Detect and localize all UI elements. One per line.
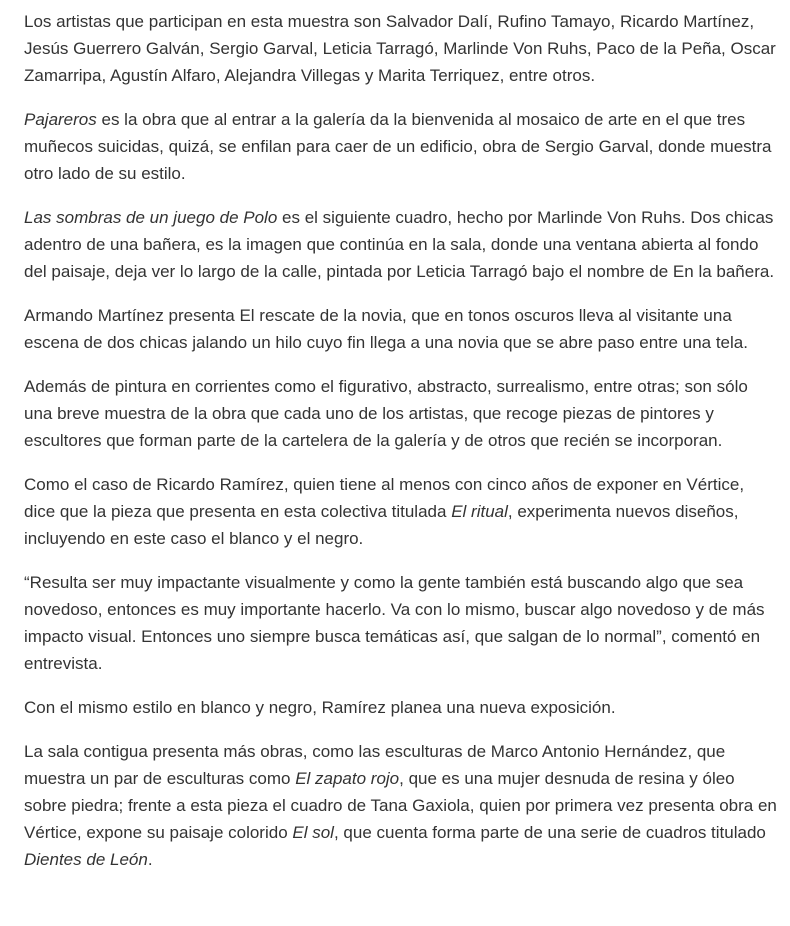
paragraph-text: Con el mismo estilo en blanco y negro, Ramírez planea una nueva exposición.: [24, 698, 616, 717]
paragraph-text: , experimenta nuevos diseños, incluyendo en este caso el blanco y el negro.: [24, 502, 739, 548]
paragraph-text: Los artistas que participan en esta muestra son Salvador Dalí, Rufino Tamayo, Ricardo Martínez, Jesús Guerrero Galván, Sergio Garval, Leticia Tarragó, Marlinde Von Ruhs, Paco de la Peña, Oscar Zamarripa, Agustín Alfaro, Alejandra Villegas y Marita Terriquez, entre otros.: [24, 12, 776, 85]
paragraph-sala-contigua: [24, 738, 778, 873]
artwork-title: El ritual: [451, 502, 508, 521]
paragraph-rescate: [24, 302, 778, 356]
artwork-title: Pajareros: [24, 110, 97, 129]
paragraph-text: Como el caso de Ricardo Ramírez, quien tiene al menos con cinco años de exponer en Vértice, dice que la pieza que presenta en esta colectiva titulada: [24, 475, 745, 521]
paragraph-sombras: [24, 204, 778, 285]
paragraph-text: , que cuenta forma parte de una serie de cuadros titulado: [333, 823, 766, 842]
paragraph-text: .: [147, 850, 153, 869]
paragraph-pintura: [24, 373, 778, 454]
artwork-title: El sol: [292, 823, 334, 842]
paragraph-pajareros: [24, 106, 778, 187]
paragraph-exposicion: [24, 694, 778, 721]
paragraph-text: es la obra que al entrar a la galería da la bienvenida al mosaico de arte en el que tres muñecos suicidas, quizá, se enfilan para caer de un edificio, obra de Sergio Garval, donde muestra otro lado de su estilo.: [24, 110, 772, 183]
paragraph-quote: [24, 569, 778, 677]
paragraph-text: es el siguiente cuadro, hecho por Marlinde Von Ruhs. Dos chicas adentro de una bañera, es la imagen que continúa en la sala, donde una ventana abierta al fondo del paisaje, deja ver lo largo de la calle, pintada por Leticia Tarragó bajo el nombre de En la bañera.: [24, 208, 775, 281]
paragraph-text: Armando Martínez presenta El rescate de la novia, que en tonos oscuros lleva al visitante una escena de dos chicas jalando un hilo cuyo fin llega a una novia que se abre paso entre una tela.: [24, 306, 748, 352]
paragraph-artists: [24, 8, 778, 89]
artwork-title: El zapato rojo: [295, 769, 400, 788]
paragraph-text: “Resulta ser muy impactante visualmente y como la gente también está buscando algo que sea novedoso, entonces es muy importante hacerlo. Va con lo mismo, buscar algo novedoso y de más impacto visual. Entonces uno siempre busca temáticas así, que salgan de lo normal”, comentó en entrevista.: [24, 573, 765, 673]
paragraph-text: Además de pintura en corrientes como el figurativo, abstracto, surrealismo, entre otras; son sólo una breve muestra de la obra que cada uno de los artistas, que recoge piezas de pintores y escultores que forman parte de la cartelera de la galería y de otros que recién se incorporan.: [24, 377, 748, 450]
paragraph-ramirez: [24, 471, 778, 552]
paragraph-text: La sala contigua presenta más obras, como las esculturas de Marco Antonio Hernández, que muestra un par de esculturas como: [24, 742, 726, 788]
paragraph-text: , que es una mujer desnuda de resina y óleo sobre piedra; frente a esta pieza el cuadro de Tana Gaxiola, quien por primera vez presenta obra en Vértice, expone su paisaje colorido: [24, 769, 777, 842]
artwork-title: Las sombras de un juego de Polo: [24, 208, 278, 227]
artwork-title: Dientes de León: [24, 850, 148, 869]
